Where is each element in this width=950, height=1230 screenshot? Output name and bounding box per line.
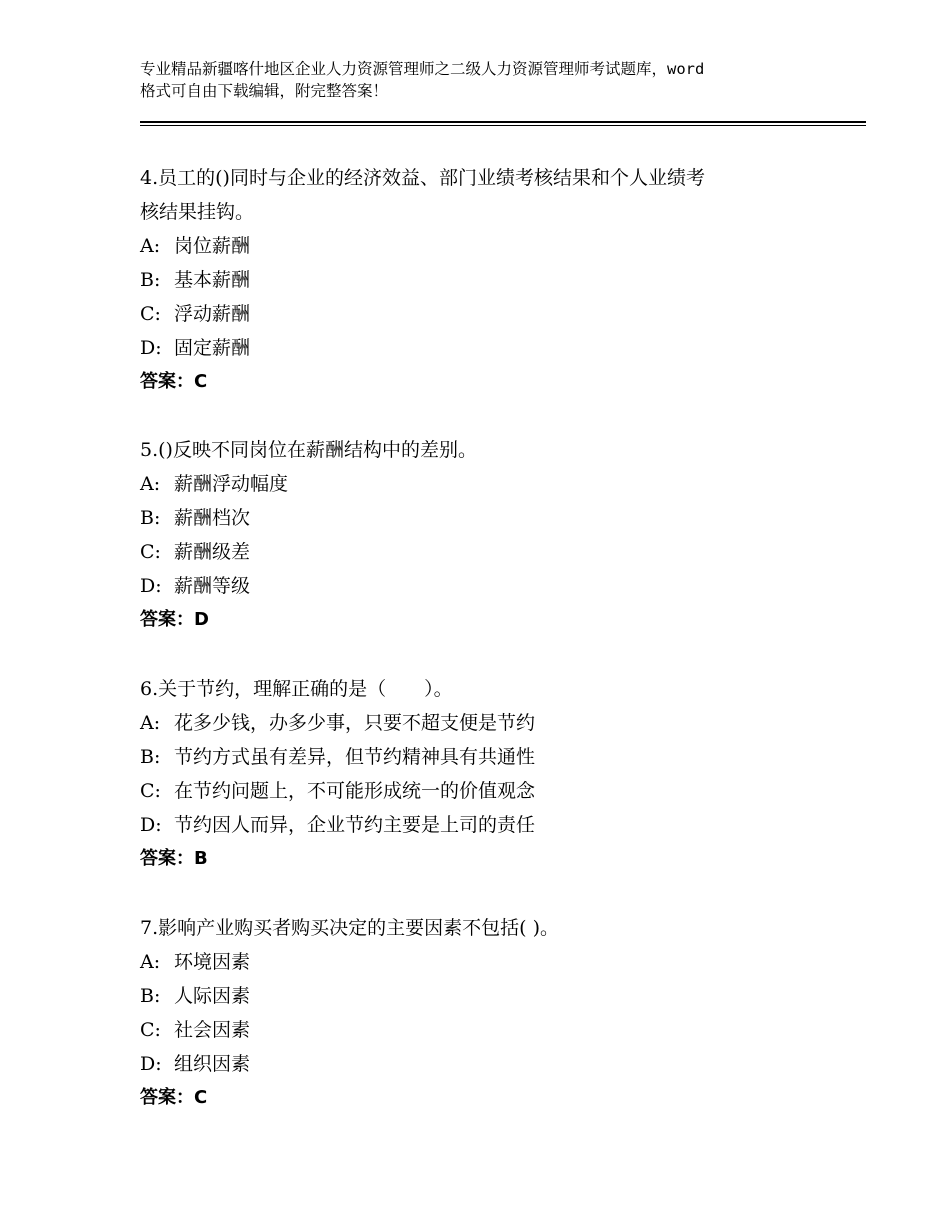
header-line-2: 格式可自由下载编辑，附完整答案！ bbox=[140, 82, 389, 100]
answer: 答案：B bbox=[140, 848, 208, 869]
question-7 bbox=[140, 911, 840, 1115]
answer: 答案：C bbox=[140, 1087, 208, 1108]
option-text: 固定薪酬 bbox=[174, 337, 251, 359]
question-stem: 7.影响产业购买者购买决定的主要因素不包括( )。 bbox=[140, 917, 559, 939]
header-line-1: 专业精品新疆喀什地区企业人力资源管理师之二级人力资源管理师考试题库，word bbox=[140, 60, 705, 78]
option-text: 花多少钱，办多少事，只要不超支便是节约 bbox=[174, 712, 536, 734]
question-stem: 5.()反映不同岗位在薪酬结构中的差别。 bbox=[140, 439, 477, 461]
option-b bbox=[140, 501, 840, 535]
option-letter: C: bbox=[140, 780, 161, 802]
option-text: 基本薪酬 bbox=[174, 269, 251, 291]
option-letter: A: bbox=[140, 951, 161, 973]
option-text: 环境因素 bbox=[174, 951, 251, 973]
option-c bbox=[140, 1013, 840, 1047]
option-text: 人际因素 bbox=[174, 985, 251, 1007]
option-a bbox=[140, 945, 840, 979]
option-text: 在节约问题上，不可能形成统一的价值观念 bbox=[174, 780, 536, 802]
option-c bbox=[140, 535, 840, 569]
option-letter: B: bbox=[140, 985, 161, 1007]
option-letter: D: bbox=[140, 337, 162, 359]
question-stem: 4.员工的()同时与企业的经济效益、部门业绩考核结果和个人业绩考 bbox=[140, 167, 705, 189]
option-text: 浮动薪酬 bbox=[174, 303, 251, 325]
option-a bbox=[140, 229, 840, 263]
option-letter: D: bbox=[140, 575, 162, 597]
option-text: 薪酬等级 bbox=[174, 575, 251, 597]
option-letter: D: bbox=[140, 1053, 162, 1075]
option-letter: C: bbox=[140, 541, 161, 563]
option-c bbox=[140, 297, 840, 331]
option-d bbox=[140, 331, 840, 365]
question-stem-continued: 核结果挂钩。 bbox=[140, 201, 255, 223]
option-b bbox=[140, 740, 840, 774]
option-d bbox=[140, 1047, 840, 1081]
option-letter: A: bbox=[140, 235, 161, 257]
question-5 bbox=[140, 433, 840, 637]
option-text: 节约因人而异，企业节约主要是上司的责任 bbox=[174, 814, 536, 836]
question-4 bbox=[140, 161, 840, 399]
option-text: 薪酬浮动幅度 bbox=[174, 473, 289, 495]
header-divider-bottom bbox=[140, 125, 866, 126]
option-a bbox=[140, 467, 840, 501]
option-text: 节约方式虽有差异，但节约精神具有共通性 bbox=[174, 746, 536, 768]
header-divider-top bbox=[140, 121, 866, 123]
option-letter: C: bbox=[140, 1019, 161, 1041]
option-text: 组织因素 bbox=[174, 1053, 251, 1075]
option-letter: B: bbox=[140, 269, 161, 291]
option-letter: C: bbox=[140, 303, 161, 325]
option-text: 岗位薪酬 bbox=[174, 235, 251, 257]
answer: 答案：D bbox=[140, 609, 209, 630]
option-a bbox=[140, 706, 840, 740]
option-text: 社会因素 bbox=[174, 1019, 251, 1041]
option-letter: B: bbox=[140, 746, 161, 768]
option-c bbox=[140, 774, 840, 808]
answer: 答案：C bbox=[140, 371, 208, 392]
option-b bbox=[140, 979, 840, 1013]
option-letter: A: bbox=[140, 712, 161, 734]
question-6 bbox=[140, 672, 840, 876]
option-b bbox=[140, 263, 840, 297]
document-header bbox=[140, 58, 830, 102]
option-letter: B: bbox=[140, 507, 161, 529]
option-letter: A: bbox=[140, 473, 161, 495]
option-d bbox=[140, 569, 840, 603]
option-text: 薪酬档次 bbox=[174, 507, 251, 529]
option-d bbox=[140, 808, 840, 842]
option-letter: D: bbox=[140, 814, 162, 836]
question-stem: 6.关于节约，理解正确的是（ ）。 bbox=[140, 678, 453, 700]
option-text: 薪酬级差 bbox=[174, 541, 251, 563]
